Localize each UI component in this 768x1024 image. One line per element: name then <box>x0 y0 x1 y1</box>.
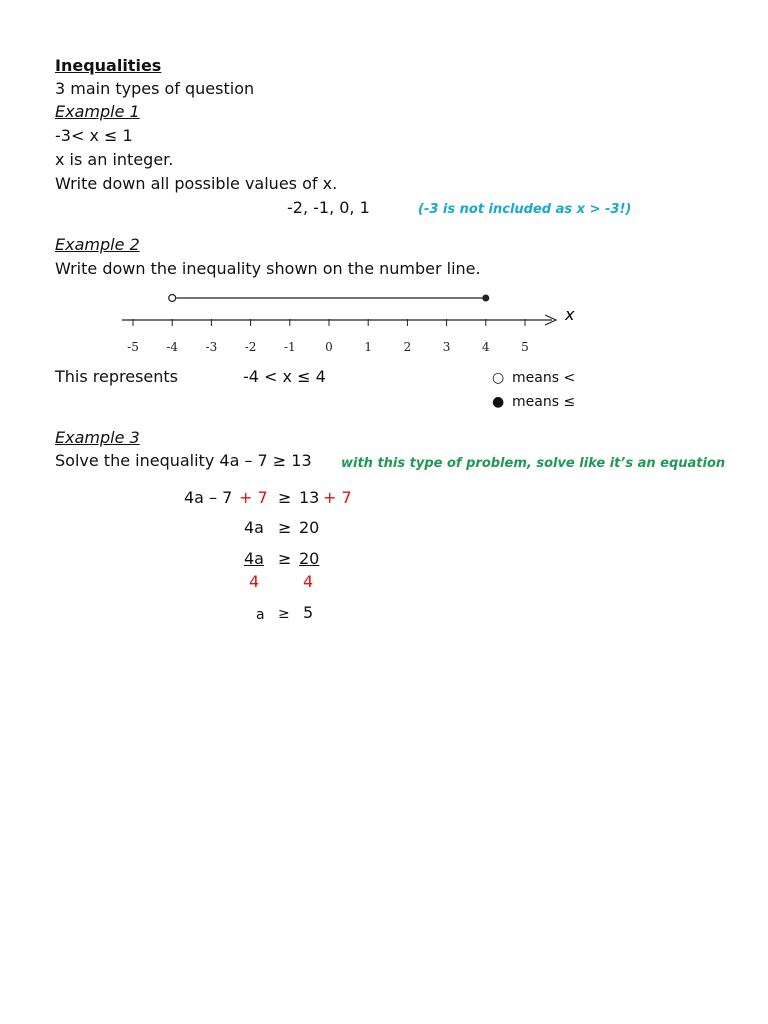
represents-value: -4 < x ≤ 4 <box>243 367 326 386</box>
example2-question: Write down the inequality shown on the number line. <box>55 259 481 278</box>
tick-label: -1 <box>283 340 296 354</box>
tick-label: 1 <box>364 340 373 354</box>
legend-closed-text: means ≤ <box>512 394 576 410</box>
example1-note: (-3 is not included as x > -3!) <box>418 202 632 217</box>
tick-label: 5 <box>521 340 529 354</box>
example1-answer: -2, -1, 0, 1 <box>287 198 370 217</box>
step1-lhs: 4a – 7 <box>184 488 233 507</box>
step1-lhs-add: + 7 <box>239 488 268 507</box>
tick-label: 4 <box>481 340 490 354</box>
step2-rhs: 20 <box>299 518 320 537</box>
example1-question: Write down all possible values of x. <box>55 174 338 193</box>
number-line <box>0 280 768 370</box>
step4-rhs: 5 <box>303 603 314 622</box>
represents-label: This represents <box>55 367 179 386</box>
example1-condition: x is an integer. <box>55 150 174 169</box>
step4-lhs: a <box>256 607 265 623</box>
step3-lhs: 4a <box>244 549 264 568</box>
step1-sign: ≥ <box>278 488 292 507</box>
example1-inequality: -3< x ≤ 1 <box>55 126 133 145</box>
step3-sign: ≥ <box>278 549 292 568</box>
page-title: Inequalities <box>55 56 162 75</box>
example1-heading: Example 1 <box>55 102 140 121</box>
example3-note: with this type of problem, solve like it’s an equation <box>341 456 726 471</box>
axis-label-x: x <box>565 305 575 324</box>
step4-sign: ≥ <box>278 606 290 622</box>
step2-lhs: 4a <box>244 518 264 537</box>
tick-label: 0 <box>325 340 333 354</box>
example3-heading: Example 3 <box>55 428 140 447</box>
example2-heading: Example 2 <box>55 235 140 254</box>
open-endpoint <box>169 295 176 302</box>
example3-question: Solve the inequality 4a – 7 ≥ 13 <box>55 451 312 470</box>
tick-label: -3 <box>205 340 218 354</box>
number-line-drawing <box>122 295 556 355</box>
step3-lhs-denominator: 4 <box>249 572 260 591</box>
step2-sign: ≥ <box>278 518 292 537</box>
step3-rhs-denominator: 4 <box>303 572 314 591</box>
closed-endpoint <box>482 295 489 302</box>
legend-open-text: means < <box>512 370 576 386</box>
filled-circle-icon: ● <box>492 394 505 410</box>
tick-label: -2 <box>244 340 257 354</box>
tick-label: -4 <box>166 340 179 354</box>
tick-label: 2 <box>403 340 412 354</box>
step3-rhs: 20 <box>299 549 320 568</box>
step1-rhs: 13 <box>299 488 320 507</box>
step1-rhs-add: + 7 <box>323 488 352 507</box>
tick-label: 3 <box>442 340 451 354</box>
intro-text: 3 main types of question <box>55 79 255 98</box>
open-circle-icon: ○ <box>492 370 505 386</box>
tick-label: -5 <box>127 340 139 354</box>
